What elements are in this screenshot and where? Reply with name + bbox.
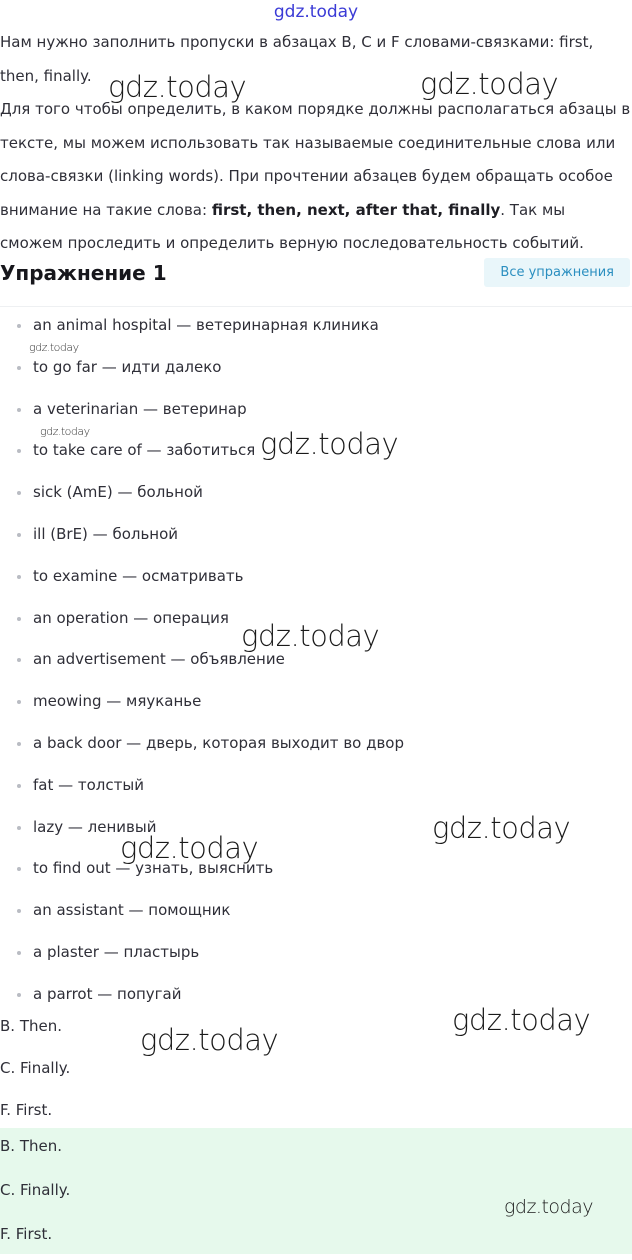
vocab-text: an animal hospital — ветеринарная клиника [33,316,379,334]
watermark: gdz.today [29,341,79,354]
bullet-icon [17,324,21,328]
vocab-text: an advertisement — объявление [33,650,285,669]
vocab-text: to take care of — заботиться [33,441,256,460]
bullet-icon [17,575,21,579]
intro-para-start: Для того чтобы определить, в каком порядке должны располагаться абзацы в тексте, мы можем использовать так называемые соединительные слова или слова-связки (linking words). При прочтении абзацев будем обращать особое внимание на такие слова: [0,100,631,219]
bullet-icon [17,826,21,830]
vocab-text: fat — толстый [33,775,144,794]
watermark: gdz.today [241,619,380,653]
vocab-text: sick (AmE) — больной [33,483,203,502]
exercise-header [0,256,632,307]
vocab-text: to go far — идти далеко [33,357,222,376]
list-item [0,472,632,514]
vocab-text: an assistant — помощник [33,901,231,920]
vocab-text: a veterinarian — ветеринар [33,399,247,418]
list-item [0,848,632,890]
answer-line: C. Finally. [0,1058,71,1077]
bullet-icon [17,742,21,746]
watermark: gdz.today [140,1023,279,1057]
list-item [0,305,632,347]
watermark: gdz.today [452,1003,591,1037]
bullet-icon [17,951,21,955]
watermark: gdz.today [40,425,90,438]
answer-line: F. First. [0,1225,53,1243]
vocab-text: to find out — узнать, выяснить [33,859,274,878]
watermark: gdz.today [432,811,571,845]
vocab-text: a plaster — пластырь [33,942,200,961]
vocab-text: to examine — осматривать [33,566,244,585]
vocab-text: meowing — мяуканье [33,692,202,711]
list-item [0,514,632,556]
watermark: gdz.today [108,70,247,104]
bullet-icon [17,366,21,370]
intro-para-end: . Так мы сможем проследить и определить верную последовательность событий. [0,200,584,252]
list-item [0,765,632,807]
watermark: gdz.today [420,67,559,101]
bullet-icon [17,449,21,453]
intro-text [0,26,632,261]
bullet-icon [17,408,21,412]
intro-linking-words: first, then, next, after that, finally [211,200,501,219]
vocab-text: a parrot — попугай [33,984,182,1003]
vocab-text: lazy — ленивый [33,817,157,836]
bullet-icon [17,909,21,913]
intro-paragraph [0,93,632,261]
answers-highlight-block [0,1128,632,1254]
bullet-icon [17,700,21,704]
all-exercises-button[interactable]: Все упражнения [484,258,630,287]
list-item [0,723,632,765]
bullet-icon [17,658,21,662]
bullet-icon [17,784,21,788]
top-watermark: gdz.today [273,2,359,22]
answer-line: C. Finally. [0,1181,71,1199]
bullet-icon [17,617,21,621]
answer-line: B. Then. [0,1137,62,1155]
vocabulary-list [0,305,632,1016]
intro-line1: Нам нужно заполнить пропуски в абзацах B, C и F словами-связками: first, then, finally. [0,33,594,85]
list-item [0,681,632,723]
watermark: gdz.today [504,1196,593,1218]
watermark: gdz.today [260,427,399,461]
vocab-text: ill (BrE) — больной [33,524,179,543]
list-item [0,932,632,974]
bullet-icon [17,491,21,495]
vocab-text: a back door — дверь, которая выходит во двор [33,733,405,752]
bullet-icon [17,993,21,997]
answer-line: B. Then. [0,1017,62,1035]
vocab-text: an operation — операция [33,608,229,627]
list-item [0,389,632,431]
watermark: gdz.today [120,831,259,865]
bullet-icon [17,867,21,871]
exercise-title: Упражнение 1 [0,261,167,285]
list-item [0,347,632,389]
answer-line: F. First. [0,1100,53,1119]
list-item [0,890,632,932]
list-item [0,556,632,598]
bullet-icon [17,533,21,537]
